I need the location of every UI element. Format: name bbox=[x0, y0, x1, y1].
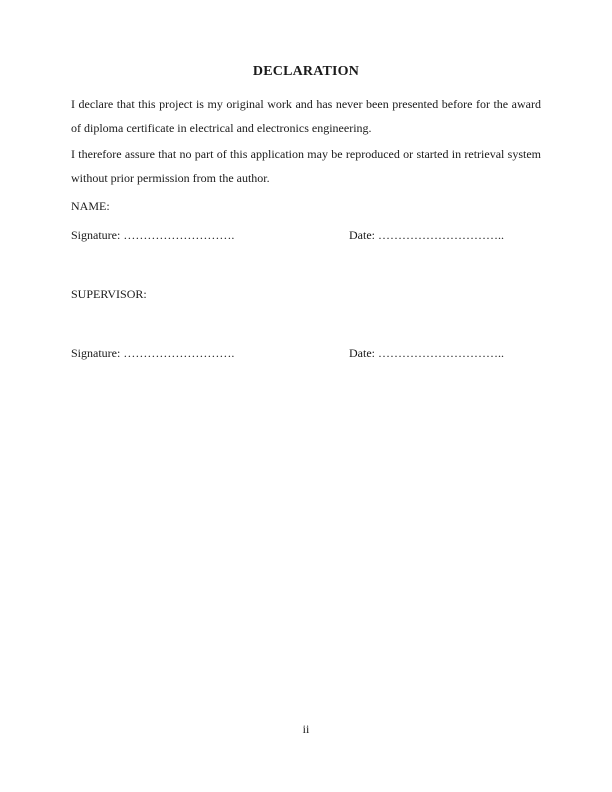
signature-row-supervisor bbox=[71, 341, 541, 365]
signature-row-author bbox=[71, 223, 541, 247]
author-signature-line: Signature: ………………………. bbox=[71, 228, 235, 242]
supervisor-signature-line: Signature: ………………………. bbox=[71, 346, 235, 360]
declaration-paragraph-1: I declare that this project is my original work and has never been presented before for the award of diploma certificate in electrical and electronics engineering. bbox=[71, 97, 541, 135]
page-number: ii bbox=[302, 722, 310, 736]
supervisor-label: SUPERVISOR: bbox=[71, 287, 147, 301]
name-label: NAME: bbox=[71, 199, 110, 213]
supervisor-date-line: Date: ………………………….. bbox=[349, 346, 504, 360]
declaration-paragraph-2: I therefore assure that no part of this application may be reproduced or started in retrieval system without prior permission from the author. bbox=[71, 147, 541, 185]
author-date-line: Date: ………………………….. bbox=[349, 228, 504, 242]
declaration-heading: DECLARATION bbox=[252, 64, 360, 79]
